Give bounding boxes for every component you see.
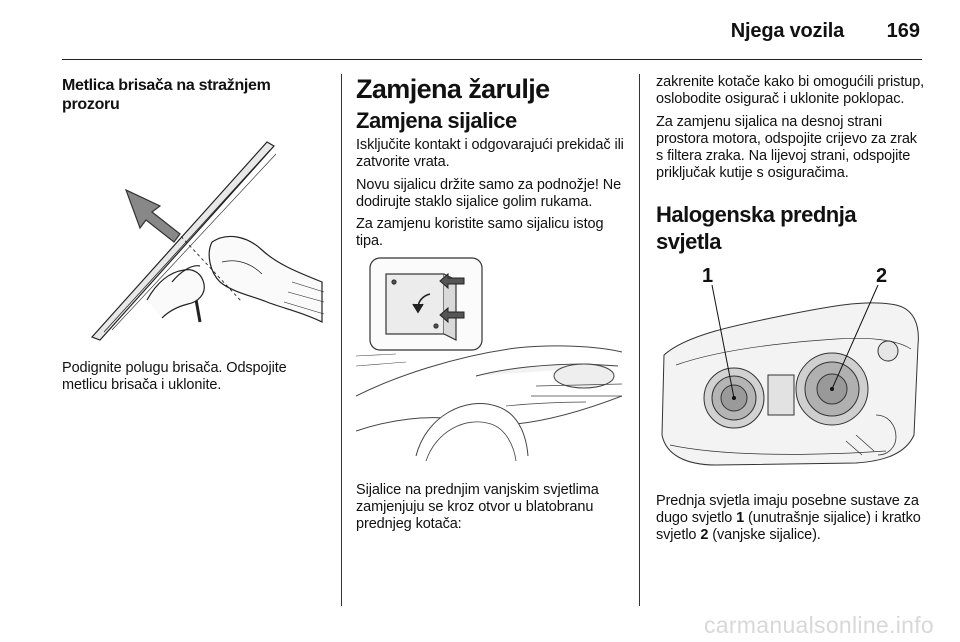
halogen-caption [656,493,926,545]
wiper-illustration [62,132,326,342]
page-number: 169 [886,20,920,42]
arrow-icon [126,190,180,242]
halogen-paragraph-1: zakrenite kotače kako bi omogućili pristup, oslobodite osigurač i uklonite poklopac. [656,74,925,108]
page-header [0,0,960,58]
column-bulb [356,74,626,539]
callout-label-2: 2 [876,264,888,287]
bulb-paragraph-1: Isključite kontakt i odgovarajući prekidač ili zatvorite vrata. [356,137,624,171]
bulb-replacement-heading: Zamjena žarulje [356,74,550,104]
column-divider-2 [639,74,640,606]
caption-num-2: 2 [700,527,709,544]
bulb-paragraph-2: Novu sijalicu držite samo za podnožje! Ne dodirujte staklo sijalice golim rukama. [356,176,622,210]
column-divider-1 [341,74,342,606]
wiper-caption: Podignite polugu brisača. Odspojite metlicu brisača i uklonite. [62,360,287,394]
header-rule [62,59,922,60]
halogen-heading: Halogenska prednja svjetla [656,201,857,254]
car-wheel-arch-illustration [356,256,622,466]
caption-num-1: 1 [736,510,745,527]
headlight-figure [656,265,922,481]
halogen-paragraph-2: Za zamjenu sijalica na desnoj strani prostora motora, odspojite crijevo za zrak s filtera zraka. Na lijevoj strani, odspojite priključak kutije s osiguračima. [656,113,917,182]
bulb-paragraph-3: Za zamjenu koristite samo sijalicu istog tipa. [356,216,604,250]
column-wiper [62,76,326,400]
column-halogen [656,74,926,550]
callout-label-1: 1 [702,264,714,287]
header-title: Njega vozila [730,20,844,42]
headlight-illustration [656,265,922,481]
wiper-heading: Metlica brisača na stražnjem prozoru [62,77,271,113]
caption-text-b: (unutrašnje sijalice) i kratko svjetlo [656,510,921,544]
caption-text-c: (vanjske sijalice). [708,527,821,544]
watermark: carmanualsonline.info [703,612,934,638]
bulb-caption: Sijalice na prednjim vanjskim svjetlima zamjenjuju se kroz otvor u blatobranu prednjeg kotača: [356,481,599,533]
caption-text-a: Prednja svjetla imaju posebne sustave za dugo svjetlo [656,492,919,527]
bulb-subheading: Zamjena sijalice [356,108,517,133]
